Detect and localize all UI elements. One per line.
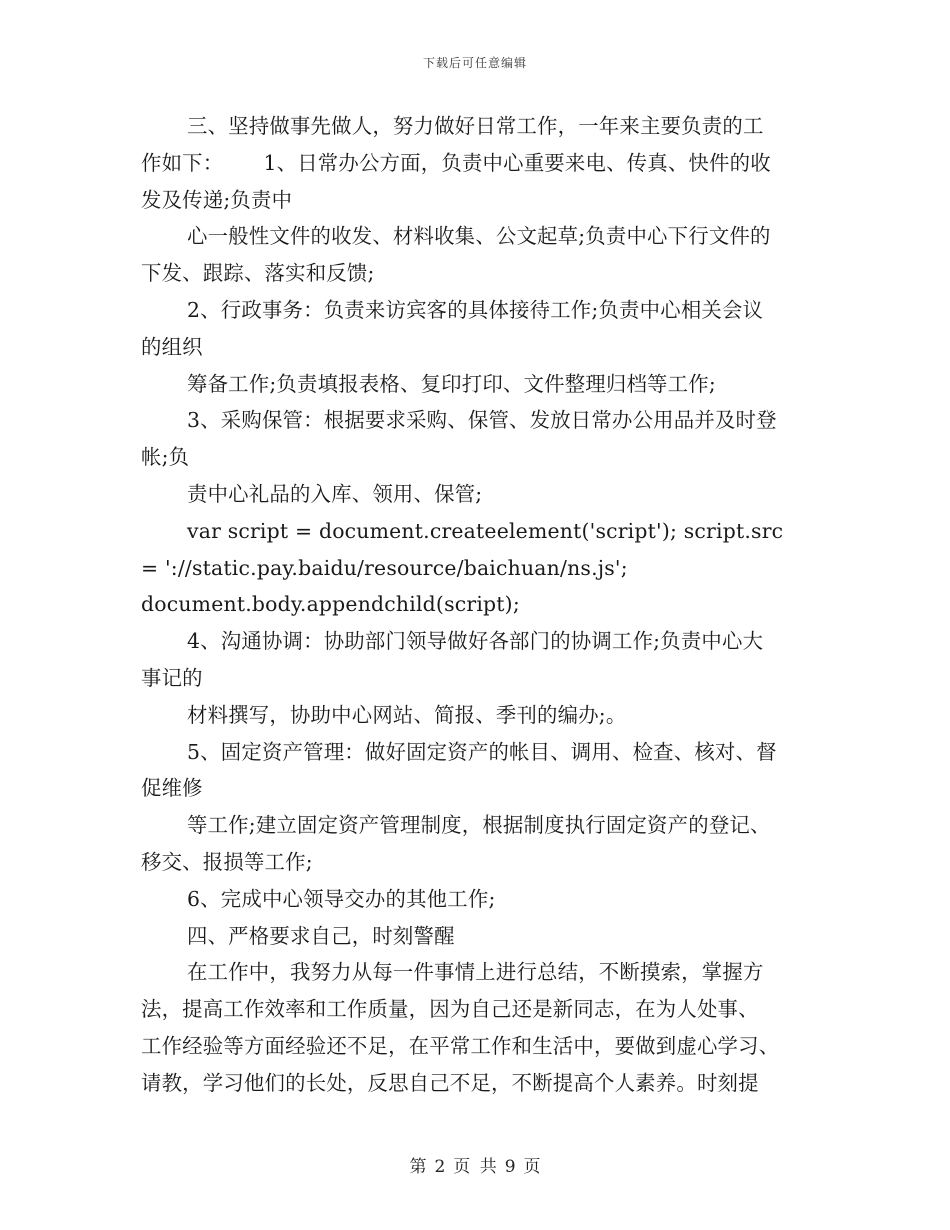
text-line: 4、沟通协调：协助部门领导做好各部门的协调工作;负责中心大 bbox=[187, 629, 764, 654]
text-line: 材料撰写，协助中心网站、简报、季刊的编办;。 bbox=[187, 702, 627, 727]
current-page-number: 2 bbox=[434, 1157, 446, 1177]
text-line: 移交、报损等工作; bbox=[141, 849, 313, 874]
text-line: 等工作;建立固定资产管理制度，根据制度执行固定资产的登记、 bbox=[187, 813, 771, 838]
total-page-count: 9 bbox=[504, 1157, 516, 1177]
text-line: 事记的 bbox=[141, 665, 203, 690]
text-line: 作如下： 1、日常办公方面，负责中心重要来电、传真、快件的收 bbox=[141, 150, 771, 175]
text-line: 6、完成中心领导交办的其他工作; bbox=[187, 886, 496, 911]
text-line: 下发、跟踪、落实和反馈; bbox=[141, 261, 375, 286]
text-line: 发及传递;负责中 bbox=[141, 187, 293, 212]
page-label-middle: 页 共 bbox=[453, 1157, 497, 1177]
text-line: 5、固定资产管理：做好固定资产的帐目、调用、检查、核对、督 bbox=[187, 739, 777, 764]
text-line: = '://static.pay.baidu/resource/baichuan/ns.js'; bbox=[141, 555, 628, 580]
page-label-suffix: 页 bbox=[523, 1157, 541, 1177]
header-note: 下载后可任意编辑 bbox=[422, 56, 527, 70]
page-label-prefix: 第 bbox=[409, 1157, 427, 1177]
text-line: 3、采购保管：根据要求采购、保管、发放日常办公用品并及时登 bbox=[187, 408, 777, 433]
text-line: 2、行政事务：负责来访宾客的具体接待工作;负责中心相关会议 bbox=[187, 297, 764, 322]
document-body bbox=[141, 108, 813, 1102]
text-line: 四、严格要求自己，时刻警醒 bbox=[187, 923, 455, 948]
text-line: 筹备工作;负责填报表格、复印打印、文件整理归档等工作; bbox=[187, 371, 716, 396]
text-line: 帐;负 bbox=[141, 445, 190, 470]
text-line: 促维修 bbox=[141, 776, 203, 801]
text-line: var script = document.createelement('script'); script.src bbox=[187, 518, 784, 543]
page-number-footer bbox=[0, 1152, 950, 1177]
text-line: document.body.appendchild(script); bbox=[141, 592, 520, 617]
text-line: 法，提高工作效率和工作质量，因为自己还是新同志，在为人处事、 bbox=[141, 997, 759, 1022]
text-line: 工作经验等方面经验还不足，在平常工作和生活中，要做到虚心学习、 bbox=[141, 1033, 780, 1058]
text-line: 责中心礼品的入库、领用、保管; bbox=[187, 481, 483, 506]
text-line: 在工作中，我努力从每一件事情上进行总结，不断摸索，掌握方 bbox=[187, 960, 764, 985]
text-line: 三、坚持做事先做人，努力做好日常工作，一年来主要负责的工 bbox=[187, 114, 764, 138]
text-line: 心一般性文件的收发、材料收集、公文起草;负责中心下行文件的 bbox=[187, 224, 771, 249]
text-line: 请教，学习他们的长处，反思自己不足，不断提高个人素养。时刻提 bbox=[141, 1070, 759, 1095]
text-line: 的组织 bbox=[141, 334, 203, 359]
